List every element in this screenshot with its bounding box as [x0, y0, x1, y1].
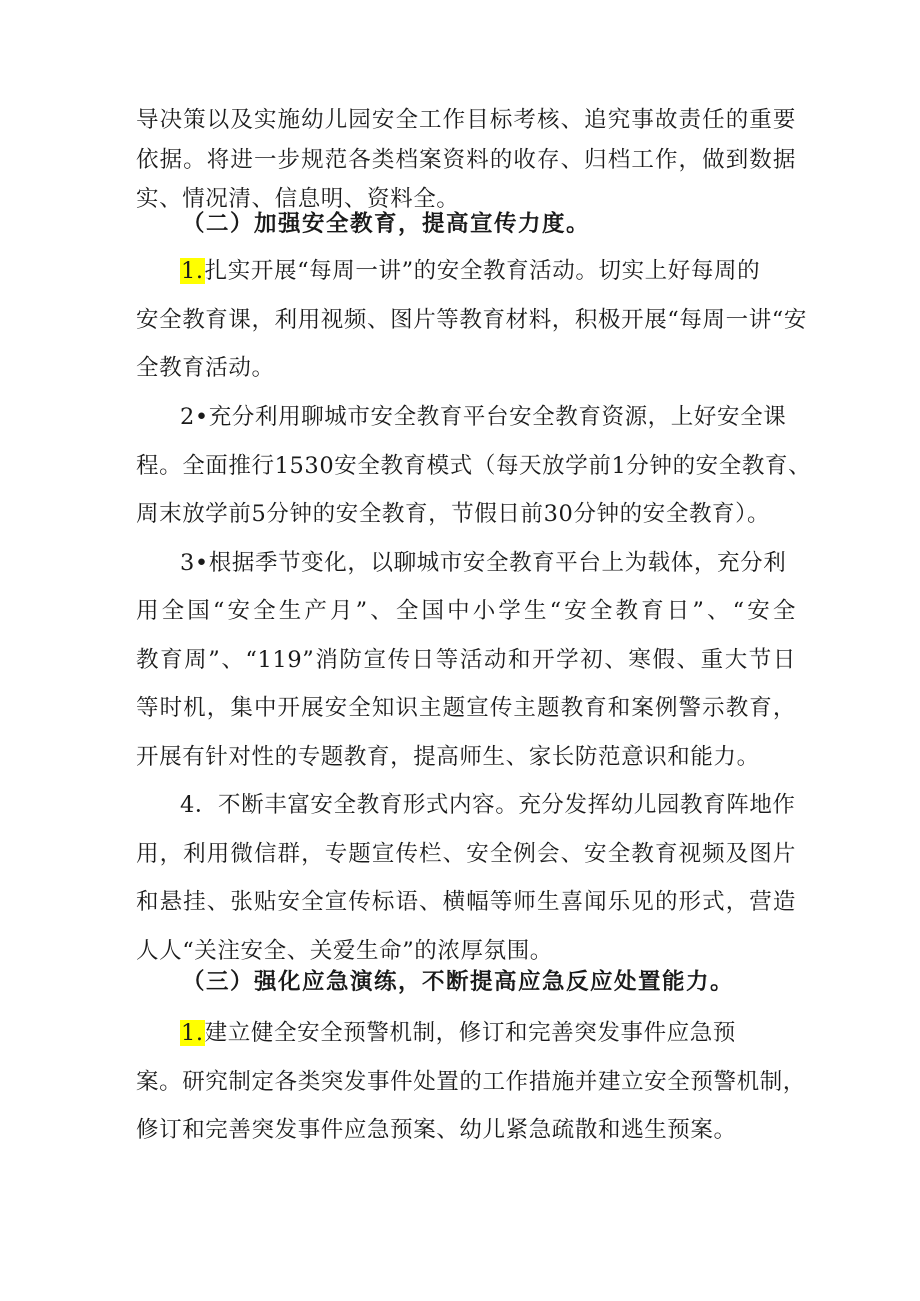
list-item-4-line: 4．不断丰富安全教育形式内容。充分发挥幼儿园教育阵地作: [180, 792, 796, 818]
paragraph-line: 开展有针对性的专题教育，提高师生、家长防范意识和能力。: [136, 744, 760, 770]
paragraph-line: 教育周”、“119”消防宣传日等活动和开学初、寒假、重大节日: [136, 647, 796, 673]
paragraph-line: 全教育活动。: [136, 355, 275, 381]
section-heading-three: （三）强化应急演练，不断提高应急反应处置能力。: [182, 969, 735, 995]
section-heading-two: （二）加强安全教育，提高宣传力度。: [182, 211, 591, 237]
paragraph-line: 周末放学前5分钟的安全教育，节假日前30分钟的安全教育）。: [136, 501, 771, 527]
paragraph-line: 人人“关注安全、关爱生命”的浓厚氛围。: [136, 938, 553, 964]
paragraph-line: 等时机，集中开展安全知识主题宣传主题教育和案例警示教育，: [136, 695, 796, 721]
paragraph-line: 程。全面推行1530安全教育模式（每天放学前1分钟的安全教育、: [136, 453, 812, 479]
list-item-text: 扎实开展“每周一讲”的安全教育活动。切实上好每周的: [204, 258, 761, 284]
paragraph-line: 用，利用微信群，专题宣传栏、安全例会、安全教育视频及图片: [136, 841, 796, 867]
paragraph-line: 安全教育课，利用视频、图片等教育材料，积极开展“每周一讲“安: [136, 307, 808, 333]
paragraph-line: 依据。将进一步规范各类档案资料的收存、归档工作，做到数据: [136, 147, 796, 173]
highlighted-list-marker: 1.: [181, 1020, 204, 1046]
paragraph-line: 修订和完善突发事件应急预案、幼儿紧急疏散和逃生预案。: [136, 1117, 737, 1143]
list-item-2-line: 2•充分利用聊城市安全教育平台安全教育资源，上好安全课: [180, 404, 787, 430]
list-item-1-line: [180, 251, 796, 291]
paragraph-line: 和悬挂、张贴安全宣传标语、横幅等师生喜闻乐见的形式，营造: [136, 889, 796, 915]
paragraph-line: 用全国“安全生产月”、全国中小学生“安全教育日”、“安全: [136, 598, 796, 624]
list-item-5-line: [180, 1013, 796, 1053]
list-item-text: 建立健全安全预警机制，修订和完善突发事件应急预: [204, 1020, 736, 1046]
paragraph-line: 案。研究制定各类突发事件处置的工作措施并建立安全预警机制，: [136, 1069, 806, 1095]
highlighted-list-marker: 1.: [181, 258, 204, 284]
list-item-3-line: 3•根据季节变化，以聊城市安全教育平台上为载体，充分利: [180, 550, 787, 576]
paragraph-line: 导决策以及实施幼儿园安全工作目标考核、追究事故责任的重要: [136, 107, 796, 133]
paragraph-line: 实、情况清、信息明、资料全。: [136, 186, 460, 212]
